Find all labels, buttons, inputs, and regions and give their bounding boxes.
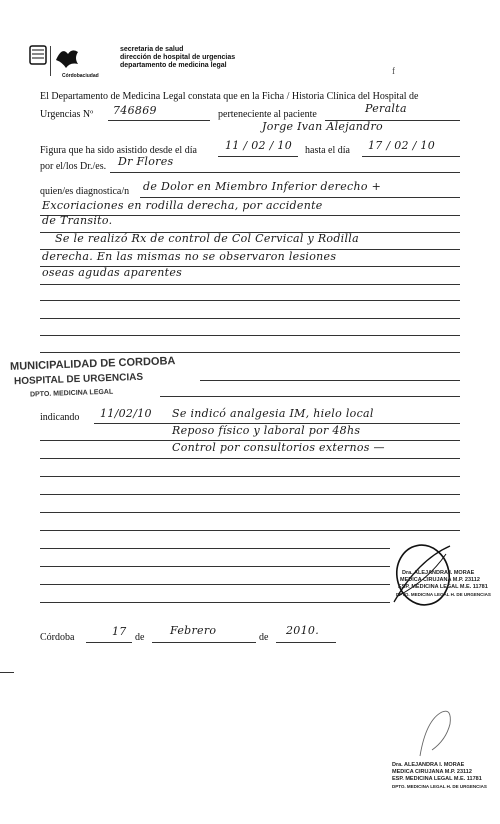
diag-rule-11	[200, 380, 460, 381]
footer-month-underline	[152, 642, 256, 643]
hasta-label: hasta el día	[305, 145, 350, 156]
footer-city: Córdoba	[40, 632, 75, 643]
ind-rule-8	[40, 548, 390, 549]
from-date: 11 / 02 / 10	[225, 139, 292, 152]
footer-de-1: de	[135, 632, 145, 643]
ind-rule-10	[40, 584, 390, 585]
footer-seal-line-2: MEDICA CIRUJANA M.P. 23112	[392, 769, 472, 775]
header-line-1: secretaria de salud	[120, 46, 184, 53]
to-date-underline	[362, 156, 460, 157]
footer-year-underline	[276, 642, 336, 643]
indication-line-2: Reposo físico y laboral por 48hs	[172, 424, 361, 437]
ficha-underline	[108, 120, 210, 121]
intro-text: El Departamento de Medicina Legal constata que en la Ficha / Historia Clínica del Hospital de	[40, 91, 419, 102]
patient-given: Jorge Ivan Alejandro	[262, 120, 383, 133]
from-date-underline	[218, 156, 298, 157]
ind-rule-4	[40, 476, 460, 477]
seal-line-3: ESP. MEDICINA LEGAL M.E. 11781	[398, 584, 488, 590]
margin-mark	[0, 672, 14, 673]
indication-line-1: Se indicó analgesia IM, hielo local	[172, 407, 374, 420]
diag-rule-1	[140, 197, 460, 198]
footer-signature-icon	[412, 700, 462, 762]
corner-mark: f	[392, 66, 395, 76]
pertenece-label: perteneciente al paciente	[218, 109, 317, 120]
footer-year: 2010.	[286, 624, 319, 637]
doctor-underline	[110, 172, 460, 173]
ficha-number: 746869	[113, 104, 157, 117]
header-line-3: departamento de medicina legal	[120, 62, 227, 69]
logo-caption: Córdobaciudad	[62, 73, 99, 79]
footer-day-underline	[86, 642, 132, 643]
footer-de-2: de	[259, 632, 269, 643]
ind-rule-7	[40, 530, 460, 531]
ind-rule-9	[40, 566, 390, 567]
header-line-2: dirección de hospital de urgencias	[120, 54, 236, 61]
indicando-label: indicando	[40, 412, 80, 423]
stamp-line-1: MUNICIPALIDAD DE CORDOBA	[9, 355, 176, 373]
urgencias-label: Urgencias Nº	[40, 109, 94, 120]
ind-rule-11	[40, 602, 390, 603]
footer-seal-line-4: DPTO. MEDICINA LEGAL H. DE URGENCIAS	[392, 784, 487, 789]
diagnosis-line-3: de Transito.	[42, 214, 113, 227]
diagnosis-line-1: de Dolor en Miembro Inferior derecho +	[143, 180, 382, 193]
diag-rule-8	[40, 318, 460, 319]
indication-line-3: Control por consultorios externos —	[172, 441, 385, 454]
diagnosis-line-6: oseas agudas aparentes	[42, 266, 183, 279]
diag-rule-6	[40, 284, 460, 285]
patient-surname: Peralta	[365, 102, 407, 115]
diag-rule-12	[160, 396, 460, 397]
doctor-name: Dr Flores	[118, 155, 174, 168]
diagnostico-label: quien/es diagnostica/n	[40, 186, 130, 197]
diagnosis-line-5: derecha. En las mismas no se observaron lesiones	[42, 250, 337, 263]
stamp-line-3: DPTO. MEDICINA LEGAL	[29, 388, 114, 399]
ind-rule-3	[40, 458, 460, 459]
diagnosis-line-4: Se le realizó Rx de control de Col Cervical y Rodilla	[55, 232, 359, 245]
footer-seal-name: Dra. ALEJANDRA I. MORAE	[392, 762, 465, 768]
diag-rule-10	[40, 352, 460, 353]
diag-rule-7	[40, 300, 460, 301]
ind-rule-5	[40, 494, 460, 495]
diag-rule-9	[40, 335, 460, 336]
footer-seal-line-3: ESP. MEDICINA LEGAL M.E. 11781	[392, 776, 482, 782]
por-label: por el/los Dr./es.	[40, 161, 107, 172]
seal-line-2: MEDICA CIRUJANA M.P. 23112	[400, 577, 480, 583]
ind-rule-6	[40, 512, 460, 513]
diagnosis-line-2: Excoriaciones en rodilla derecha, por accidente	[42, 199, 323, 212]
figura-label: Figura que ha sido asistido desde el día	[40, 145, 197, 156]
stamp-line-2: HOSPITAL DE URGENCIAS	[13, 371, 144, 388]
seal-line-4: DPTO. MEDICINA LEGAL H. DE URGENCIAS	[396, 592, 491, 597]
seal-line-1: Dra. ALEJANDRA I. MORAE	[402, 570, 475, 576]
footer-month: Febrero	[170, 624, 217, 637]
indication-date: 11/02/10	[100, 407, 152, 420]
to-date: 17 / 02 / 10	[368, 139, 435, 152]
footer-day: 17	[112, 625, 127, 638]
